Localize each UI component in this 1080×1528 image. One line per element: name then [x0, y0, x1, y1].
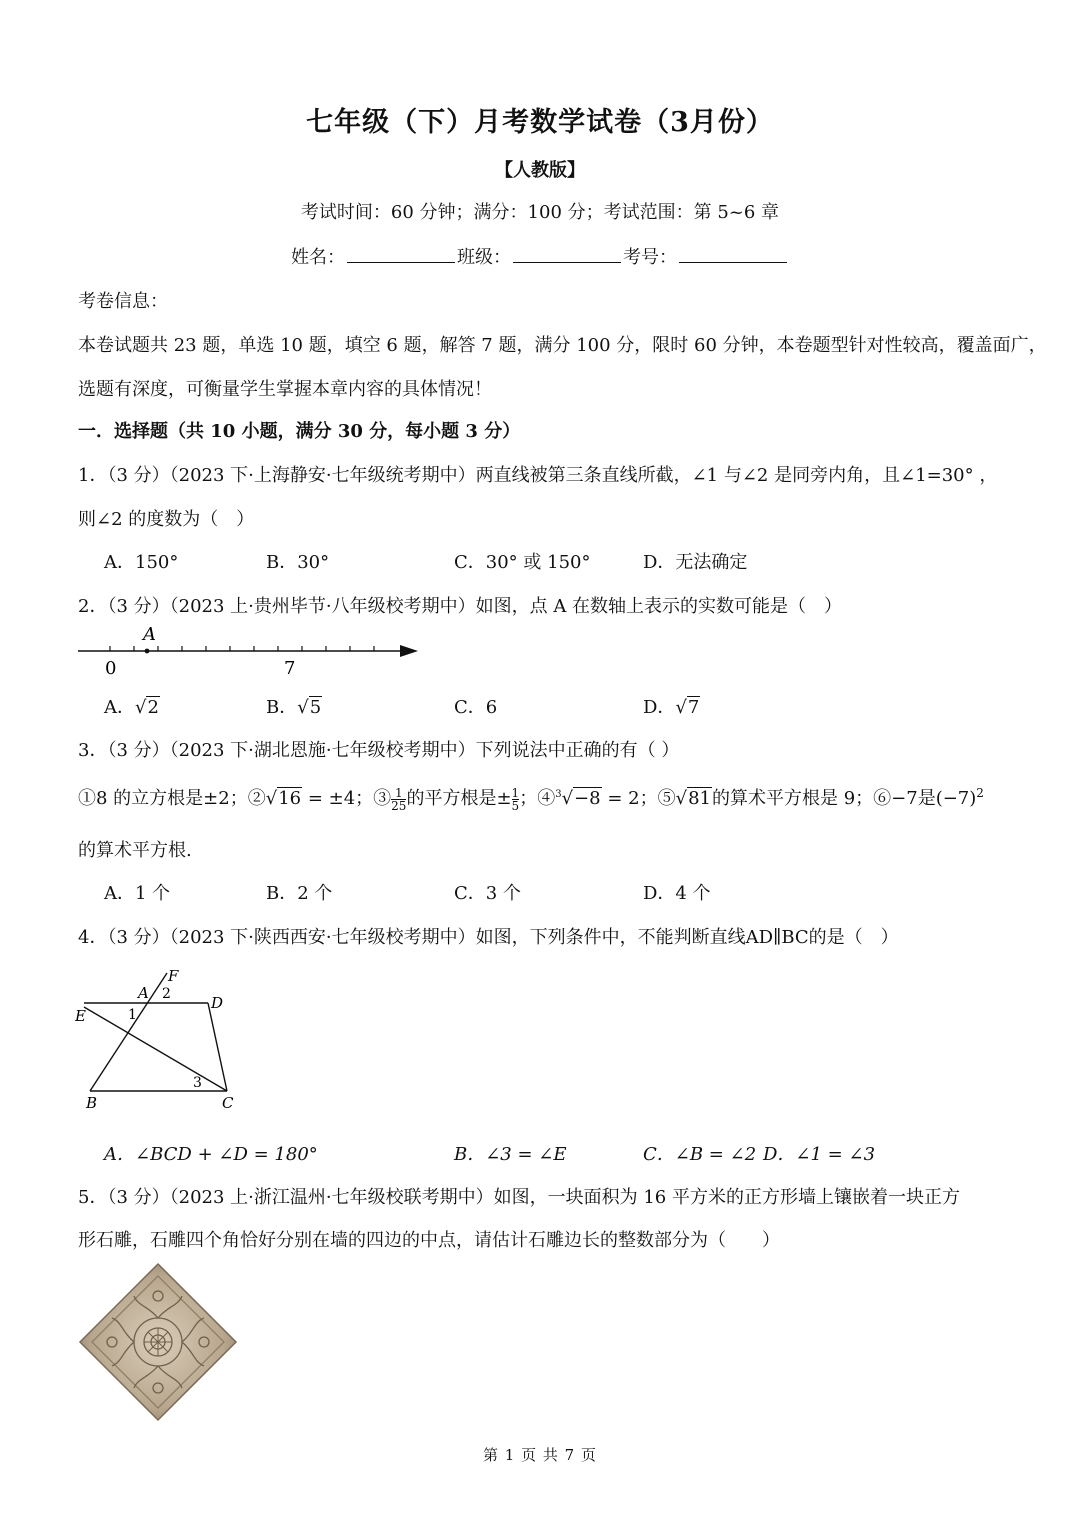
q4-text: 4．（3 分）（2023 下·陕西西安·七年级校考期中）如图，下列条件中，不能判断直线AD∥BC的是（ ） [78, 927, 899, 948]
stone-carving-image [78, 1262, 238, 1422]
q4-option-d: D．∠1 = ∠3 [763, 1144, 876, 1165]
info-line-1: 本卷试题共 23 题，单选 10 题，填空 6 题，解答 7 题，满分 100 分，限时 60 分钟，本卷题型针对性较高，覆盖面广， [78, 335, 1047, 356]
trapezoid-figure [70, 965, 250, 1115]
class-blank[interactable] [513, 244, 621, 263]
q1-line-1: 1．（3 分）（2023 下·上海静安·七年级统考期中）两直线被第三条直线所截，∠1 与∠2 是同旁内角，且∠1=30° ， [78, 465, 998, 486]
q3-option-b: B．2 个 [266, 883, 333, 904]
student-fields [0, 243, 1080, 269]
id-blank[interactable] [679, 244, 787, 263]
label-b: B [86, 1094, 98, 1112]
q2-option-b: B．√5 [266, 697, 322, 718]
label-angle-3: 3 [193, 1075, 202, 1091]
page-title: 七年级（下）月考数学试卷（3月份） [306, 107, 774, 138]
q3-line-2: 的算术平方根. [78, 840, 192, 861]
label-a: A [138, 984, 149, 1002]
section-heading: 一．选择题（共 10 小题，满分 30 分，每小题 3 分） [78, 421, 521, 442]
label-f: F [168, 967, 179, 985]
line-dc [208, 1003, 227, 1091]
q1-option-b: B．30° [266, 552, 330, 573]
label-angle-1: 1 [128, 1007, 137, 1023]
class-label: 班级： [457, 247, 511, 268]
number-line-arrow [400, 645, 418, 657]
label-e: E [75, 1007, 86, 1025]
label-d: D [211, 994, 224, 1012]
q4-option-c: C．∠B = ∠2 [643, 1144, 757, 1165]
origin-label: 0 [105, 658, 117, 679]
q5-line-1: 5．（3 分）（2023 上·浙江温州·七年级校联考期中）如图，一块面积为 16 平方米的正方形墙上镶嵌着一块正方 [78, 1187, 960, 1208]
seven-label: 7 [284, 658, 296, 679]
info-line-2: 选题有深度，可衡量学生掌握本章内容的具体情况！ [78, 379, 492, 400]
q2-option-a: A．√2 [104, 697, 159, 718]
label-c: C [222, 1094, 234, 1112]
q2-text: 2．（3 分）（2023 上·贵州毕节·八年级校考期中）如图，点 A 在数轴上表示的实数可能是（ ） [78, 596, 843, 617]
q3-option-a: A．1 个 [104, 883, 171, 904]
q4-option-b: B．∠3 = ∠E [454, 1144, 567, 1165]
number-line-figure [70, 620, 430, 682]
point-a-dot [145, 649, 150, 654]
q1-option-d: D．无法确定 [643, 552, 748, 573]
page-number: 第 1 页 共 7 页 [483, 1446, 597, 1464]
info-heading: 考卷信息： [78, 291, 168, 312]
name-label: 姓名： [291, 247, 345, 268]
q1-line-2: 则∠2 的度数为（ ） [78, 509, 255, 530]
id-label: 考号： [623, 247, 677, 268]
label-angle-2: 2 [162, 986, 171, 1002]
q3-statements: ①8 的立方根是±2；②√16 = ±4；③ $\frac{1}{25}$ 的平方根是± $\frac{1}{5}$ ；④$^3$√−8 = 2；⑤√81的算术平方根是 9；⑥−7是$(-7)^2$ [78, 785, 984, 813]
exam-info: 考试时间：60 分钟；满分：100 分；考试范围：第 5~6 章 [300, 202, 780, 223]
q4-option-a: A．∠BCD + ∠D = 180° [104, 1144, 318, 1165]
q1-option-a: A．150° [104, 552, 179, 573]
name-blank[interactable] [347, 244, 455, 263]
q3-option-c: C．3 个 [454, 883, 521, 904]
q3-option-d: D．4 个 [643, 883, 711, 904]
q2-option-c: C．6 [454, 697, 498, 718]
q1-option-c: C．30° 或 150° [454, 552, 591, 573]
q5-line-2: 形石雕，石雕四个角恰好分别在墙的四边的中点，请估计石雕边长的整数部分为（ ） [78, 1230, 780, 1251]
q3-text: 3．（3 分）（2023 下·湖北恩施·七年级校考期中）下列说法中正确的有（ ） [78, 740, 680, 761]
line-bf [90, 973, 167, 1091]
edition-label: 【人教版】 [495, 160, 585, 181]
q2-option-d: D．√7 [643, 697, 700, 718]
line-ec [84, 1007, 227, 1091]
point-a-label: A [143, 624, 156, 645]
